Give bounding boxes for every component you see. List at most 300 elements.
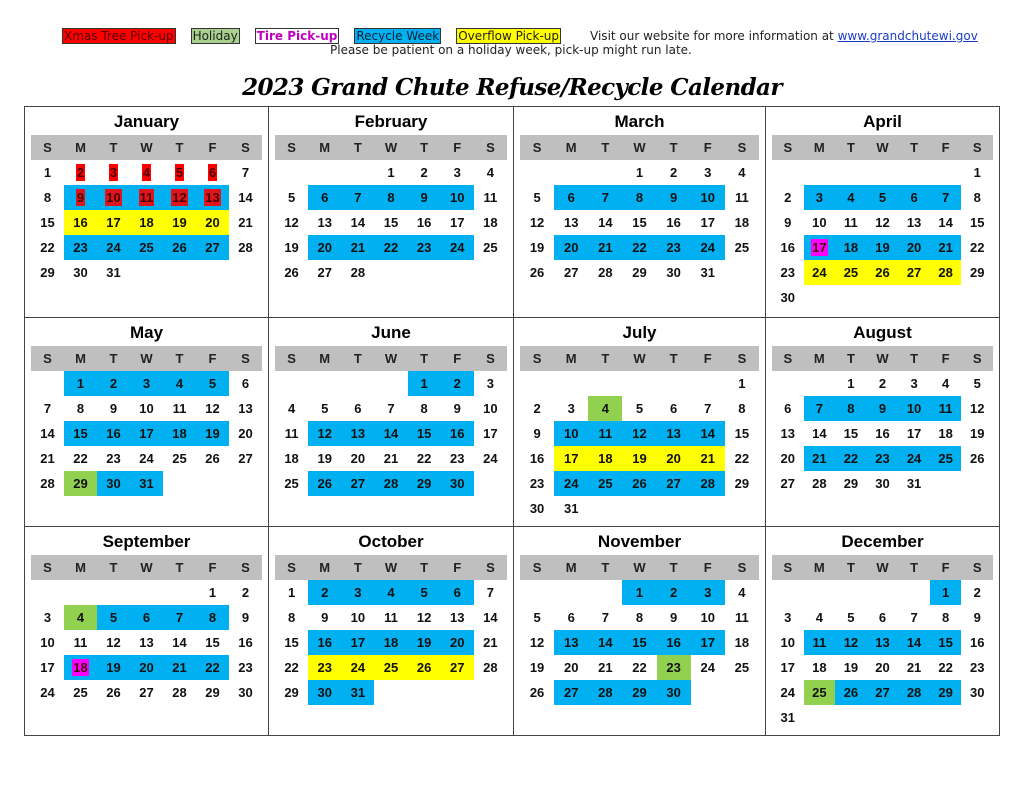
day-cell [657, 210, 691, 235]
day-cell [772, 421, 804, 446]
day-number: 2 [533, 401, 541, 416]
day-number: 5 [878, 190, 887, 205]
days-grid [31, 371, 262, 496]
day-number: 19 [172, 215, 187, 230]
day-cell [196, 371, 229, 396]
day-number: 27 [205, 240, 220, 255]
day-number: 12 [284, 215, 299, 230]
day-cell [898, 371, 930, 396]
weekday-label: F [208, 560, 217, 575]
day-cell [163, 396, 196, 421]
day-cell [691, 446, 725, 471]
day-number: 6 [208, 165, 217, 180]
day-number: 10 [483, 401, 498, 416]
day-number: 8 [76, 401, 85, 416]
day-cell [474, 185, 507, 210]
day-cell [229, 396, 262, 421]
website-info-text: Visit our website for more information at [590, 29, 834, 43]
day-cell [374, 655, 407, 680]
weekday-label: S [486, 560, 495, 575]
empty-day [554, 371, 588, 396]
day-number: 13 [666, 426, 681, 441]
day-cell [835, 655, 867, 680]
day-cell [898, 396, 930, 421]
day-cell [835, 185, 867, 210]
day-number: 2 [109, 376, 118, 391]
day-cell [341, 605, 374, 630]
weekday-label: S [737, 351, 747, 366]
day-number: 10 [906, 401, 922, 416]
weekday-label: F [941, 560, 950, 575]
day-cell [275, 605, 308, 630]
day-number: 8 [942, 610, 950, 625]
empty-day [622, 371, 656, 396]
day-number: 9 [670, 190, 678, 205]
day-cell [64, 471, 97, 496]
day-number: 20 [350, 451, 366, 466]
day-number: 14 [172, 635, 187, 650]
empty-day [163, 580, 196, 605]
empty-day [898, 160, 930, 185]
day-number: 14 [906, 635, 922, 650]
day-number: 12 [529, 215, 545, 230]
day-cell [657, 471, 691, 496]
day-number: 24 [700, 660, 715, 675]
day-number: 23 [875, 451, 890, 466]
weekday-label: T [175, 140, 184, 155]
weekday-label: S [43, 140, 52, 155]
day-number: 13 [563, 635, 579, 650]
day-number: 17 [139, 426, 154, 441]
weekday-label: S [486, 140, 495, 155]
day-number: 12 [172, 190, 187, 205]
day-cell [804, 235, 836, 260]
day-cell [867, 471, 899, 496]
day-cell [520, 630, 554, 655]
day-number: 20 [906, 240, 922, 255]
empty-day [588, 371, 622, 396]
day-number: 10 [700, 610, 715, 625]
day-cell [229, 421, 262, 446]
day-number: 2 [453, 376, 461, 391]
day-number: 22 [284, 660, 299, 675]
day-number: 26 [529, 265, 545, 280]
day-cell [835, 235, 867, 260]
day-cell [691, 655, 725, 680]
day-number: 5 [420, 585, 428, 600]
day-number: 19 [632, 451, 647, 466]
day-number: 24 [139, 451, 154, 466]
day-number: 29 [843, 476, 859, 491]
day-number: 12 [632, 426, 647, 441]
day-number: 29 [938, 685, 953, 700]
day-number: 15 [969, 215, 985, 230]
day-cell [474, 630, 507, 655]
day-cell [97, 421, 130, 446]
day-cell [308, 471, 341, 496]
day-cell [898, 680, 930, 705]
day-number: 13 [875, 635, 890, 650]
day-number: 9 [533, 426, 541, 441]
day-cell [441, 371, 474, 396]
day-number: 8 [847, 401, 855, 416]
day-cell [867, 605, 899, 630]
day-number: 19 [317, 451, 332, 466]
day-number: 2 [321, 585, 329, 600]
day-cell [130, 235, 163, 260]
day-cell [804, 396, 836, 421]
day-cell [867, 371, 899, 396]
day-number: 26 [317, 476, 332, 491]
day-cell [898, 185, 930, 210]
day-cell [275, 630, 308, 655]
month-name: May [129, 323, 164, 342]
day-cell [441, 421, 474, 446]
day-number: 22 [416, 451, 432, 466]
empty-day [64, 580, 97, 605]
day-cell [196, 185, 229, 210]
day-cell [961, 210, 993, 235]
day-cell [341, 260, 374, 285]
day-number: 16 [450, 426, 465, 441]
day-number: 18 [598, 451, 613, 466]
month-name: June [371, 323, 411, 342]
day-cell [835, 471, 867, 496]
day-number: 19 [205, 426, 220, 441]
day-cell [64, 655, 97, 680]
weekday-header [31, 135, 262, 160]
weekday-label: T [353, 140, 362, 155]
day-number: 24 [906, 451, 922, 466]
day-cell [275, 580, 308, 605]
day-number: 22 [383, 240, 399, 255]
day-cell [622, 396, 656, 421]
day-number: 29 [40, 265, 55, 280]
day-cell [804, 421, 836, 446]
day-number: 22 [843, 451, 859, 466]
month-name: October [358, 532, 424, 551]
day-number: 16 [73, 215, 88, 230]
day-cell [474, 605, 507, 630]
day-cell [474, 396, 507, 421]
empty-day [804, 580, 836, 605]
day-number: 11 [284, 426, 299, 441]
day-number: 5 [635, 401, 644, 416]
day-cell [520, 605, 554, 630]
day-cell [163, 655, 196, 680]
day-cell [867, 260, 899, 285]
day-cell [308, 446, 341, 471]
day-number: 6 [453, 585, 461, 600]
day-cell [804, 680, 836, 705]
day-cell [588, 680, 622, 705]
day-cell [622, 605, 656, 630]
day-cell [804, 260, 836, 285]
day-number: 23 [969, 660, 985, 675]
day-cell [772, 285, 804, 310]
empty-day [341, 160, 374, 185]
day-cell [588, 235, 622, 260]
day-number: 3 [704, 585, 712, 600]
day-number: 30 [969, 685, 985, 700]
day-number: 16 [416, 215, 432, 230]
day-number: 30 [238, 685, 253, 700]
day-number: 1 [635, 165, 644, 180]
day-cell [341, 421, 374, 446]
month-july [514, 318, 766, 527]
day-number: 18 [73, 660, 88, 675]
weekday-label: S [486, 351, 495, 366]
day-number: 7 [704, 401, 712, 416]
day-cell [554, 496, 588, 521]
weekday-label: W [633, 140, 646, 155]
day-cell [64, 260, 97, 285]
day-number: 27 [563, 685, 579, 700]
day-number: 26 [284, 265, 299, 280]
day-number: 3 [910, 376, 918, 391]
day-number: 8 [635, 190, 644, 205]
empty-day [772, 580, 804, 605]
weekday-label: S [783, 140, 793, 155]
day-cell [520, 446, 554, 471]
days-grid [31, 580, 262, 705]
day-cell [64, 396, 97, 421]
day-cell [835, 446, 867, 471]
day-number: 18 [938, 426, 953, 441]
day-number: 14 [938, 215, 953, 230]
day-cell [341, 210, 374, 235]
day-cell [341, 446, 374, 471]
day-number: 31 [700, 265, 715, 280]
day-cell [898, 210, 930, 235]
day-number: 25 [284, 476, 299, 491]
day-number: 25 [734, 240, 750, 255]
day-number: 16 [875, 426, 890, 441]
day-number: 17 [700, 215, 715, 230]
day-number: 7 [601, 190, 609, 205]
day-cell [97, 605, 130, 630]
weekday-label: S [241, 560, 250, 575]
day-number: 14 [238, 190, 253, 205]
day-cell [374, 421, 407, 446]
day-cell [64, 235, 97, 260]
day-cell [408, 210, 441, 235]
day-number: 3 [815, 190, 823, 205]
day-number: 8 [387, 190, 395, 205]
day-cell [275, 421, 308, 446]
day-number: 7 [486, 585, 495, 600]
day-number: 12 [969, 401, 985, 416]
day-cell [275, 396, 308, 421]
day-number: 9 [76, 190, 85, 205]
day-cell [588, 396, 622, 421]
empty-day [772, 371, 804, 396]
day-number: 25 [734, 660, 750, 675]
weekday-label: T [109, 140, 118, 155]
day-cell [725, 580, 759, 605]
empty-day [520, 160, 554, 185]
month-name: November [597, 532, 682, 551]
day-cell [474, 655, 507, 680]
empty-day [867, 580, 899, 605]
weekday-label: S [287, 560, 296, 575]
day-cell [341, 630, 374, 655]
day-cell [31, 655, 64, 680]
day-number: 7 [910, 610, 918, 625]
day-cell [725, 605, 759, 630]
day-number: 28 [906, 685, 922, 700]
day-cell [961, 655, 993, 680]
legend-xmas-tree-pickup: Xmas Tree Pick-up [64, 29, 174, 43]
day-number: 22 [632, 660, 647, 675]
day-number: 14 [598, 635, 613, 650]
day-number: 11 [483, 190, 498, 205]
day-number: 19 [969, 426, 985, 441]
month-april [766, 107, 999, 318]
weekday-label: S [287, 140, 296, 155]
day-cell [772, 680, 804, 705]
day-number: 28 [938, 265, 953, 280]
day-number: 15 [938, 635, 953, 650]
day-cell [97, 260, 130, 285]
day-number: 16 [780, 240, 796, 255]
day-number: 8 [43, 190, 52, 205]
day-cell [804, 210, 836, 235]
day-number: 31 [350, 685, 366, 700]
day-number: 26 [875, 265, 890, 280]
empty-day [588, 580, 622, 605]
day-number: 18 [139, 215, 154, 230]
day-cell [374, 446, 407, 471]
day-cell [308, 235, 341, 260]
day-number: 14 [812, 426, 827, 441]
day-number: 18 [843, 240, 859, 255]
day-cell [622, 210, 656, 235]
day-number: 4 [815, 610, 823, 625]
day-cell [588, 446, 622, 471]
day-cell [622, 421, 656, 446]
day-cell [308, 210, 341, 235]
day-number: 4 [738, 165, 746, 180]
weekday-label: S [783, 560, 793, 575]
day-cell [130, 185, 163, 210]
day-number: 17 [563, 451, 579, 466]
day-cell [31, 680, 64, 705]
day-cell [622, 160, 656, 185]
day-number: 21 [350, 240, 366, 255]
day-cell [835, 605, 867, 630]
day-number: 31 [139, 476, 154, 491]
day-cell [588, 210, 622, 235]
page-title: 2023 Grand Chute Refuse/Recycle Calendar [242, 74, 782, 101]
day-cell [622, 471, 656, 496]
month-may [25, 318, 269, 527]
day-number: 16 [317, 635, 332, 650]
day-number: 29 [284, 685, 299, 700]
empty-day [835, 580, 867, 605]
day-cell [97, 446, 130, 471]
day-cell [130, 210, 163, 235]
day-cell [229, 630, 262, 655]
weekday-header [772, 135, 993, 160]
days-grid [520, 580, 759, 705]
day-number: 27 [450, 660, 465, 675]
day-cell [554, 655, 588, 680]
day-cell [961, 446, 993, 471]
weekday-label: S [241, 140, 250, 155]
day-cell [657, 630, 691, 655]
day-cell [196, 446, 229, 471]
day-cell [804, 630, 836, 655]
day-number: 28 [598, 265, 613, 280]
day-cell [898, 421, 930, 446]
day-cell [657, 160, 691, 185]
empty-day [691, 371, 725, 396]
day-number: 28 [812, 476, 827, 491]
day-number: 25 [172, 451, 187, 466]
day-number: 28 [350, 265, 366, 280]
day-number: 17 [780, 660, 796, 675]
day-cell [196, 210, 229, 235]
day-number: 10 [780, 635, 796, 650]
day-number: 15 [632, 635, 647, 650]
website-link[interactable]: www.grandchutewi.gov [837, 29, 978, 43]
day-number: 7 [942, 190, 950, 205]
day-number: 24 [450, 240, 465, 255]
day-number: 17 [40, 660, 55, 675]
day-number: 13 [906, 215, 922, 230]
day-cell [196, 421, 229, 446]
day-number: 30 [780, 290, 796, 305]
day-number: 13 [350, 426, 366, 441]
month-september [25, 527, 269, 735]
month-name: March [614, 112, 665, 131]
day-number: 19 [875, 240, 890, 255]
day-number: 15 [40, 215, 55, 230]
day-cell [930, 396, 962, 421]
day-number: 15 [205, 635, 220, 650]
day-cell [474, 160, 507, 185]
day-number: 10 [139, 401, 154, 416]
day-cell [930, 235, 962, 260]
weekday-label: F [703, 140, 712, 155]
day-cell [374, 396, 407, 421]
day-number: 1 [387, 165, 395, 180]
day-cell [408, 185, 441, 210]
day-number: 4 [942, 376, 950, 391]
day-number: 2 [420, 165, 428, 180]
day-cell [275, 655, 308, 680]
day-number: 21 [483, 635, 498, 650]
weekday-label: W [384, 560, 398, 575]
day-number: 8 [973, 190, 981, 205]
day-cell [97, 396, 130, 421]
day-cell [691, 260, 725, 285]
day-number: 1 [287, 585, 296, 600]
day-number: 21 [700, 451, 715, 466]
day-cell [961, 185, 993, 210]
empty-day [308, 371, 341, 396]
day-cell [622, 680, 656, 705]
day-number: 20 [139, 660, 154, 675]
day-cell [64, 160, 97, 185]
empty-day [374, 371, 407, 396]
month-name: December [841, 532, 924, 551]
day-cell [31, 396, 64, 421]
day-cell [275, 260, 308, 285]
day-number: 14 [350, 215, 366, 230]
day-cell [867, 210, 899, 235]
